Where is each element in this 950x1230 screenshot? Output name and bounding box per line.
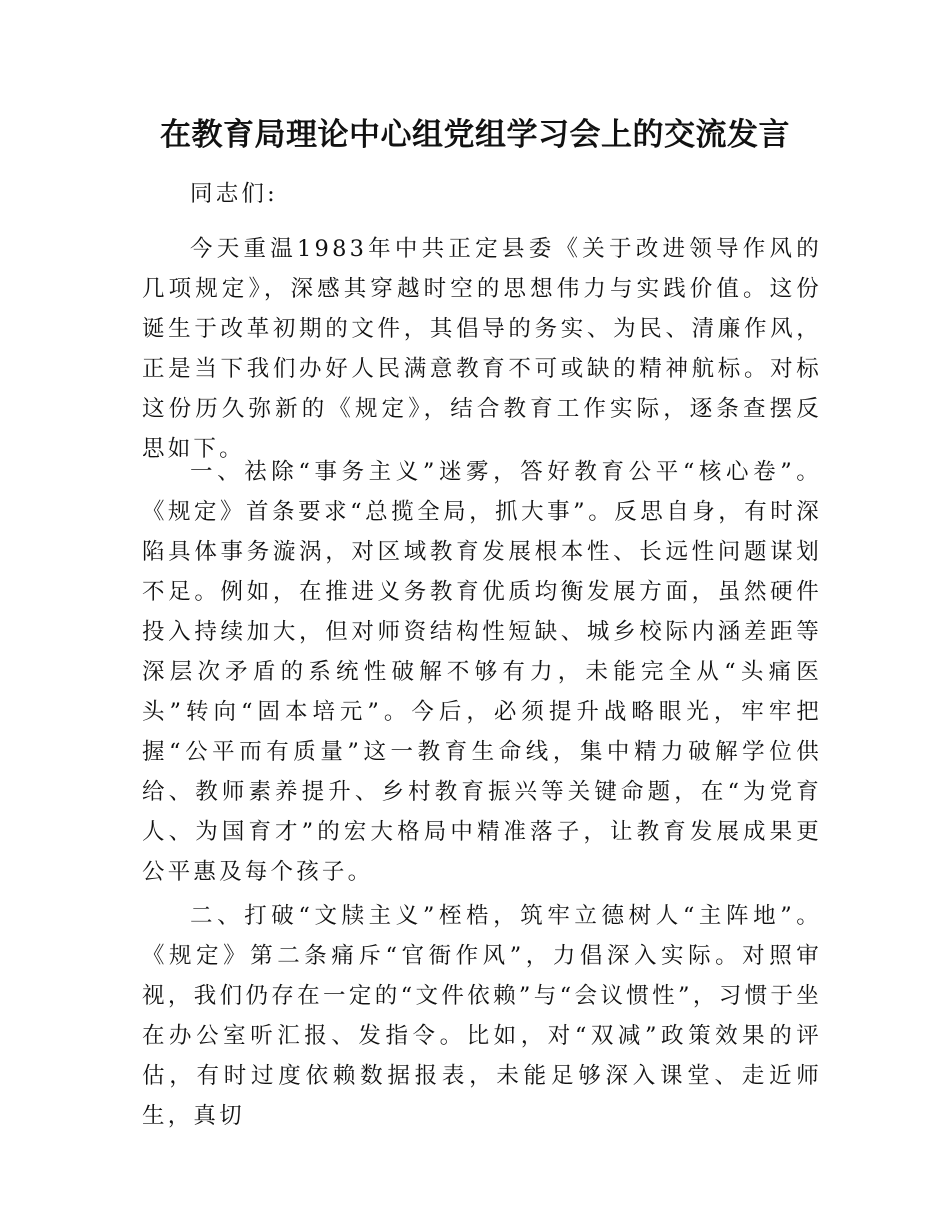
document-title: 在教育局理论中心组党组学习会上的交流发言 — [160, 117, 790, 153]
paragraph-intro: 今天重温1983年中共正定县委《关于改进领导作风的几项规定》，深感其穿越时空的思想伟力与实践价值。这份诞生于改革初期的文件，其倡导的务实、为民、清廉作风，正是当下我们办好人民满意教育不可或缺的精神航标。对标这份历久弥新的《规定》，结合教育工作实际，逐条查摆反思如下。 — [142, 236, 822, 462]
paragraph-section-two: 二、打破“文牍主义”桎梏，筑牢立德树人“主阵地”。《规定》第二条痛斥“官衙作风”，力倡深入实际。对照审视，我们仍存在一定的“文件依赖”与“会议惯性”，习惯于坐在办公室听汇报、发指令。比如，对“双减”政策效果的评估，有时过度依赖数据报表，未能足够深入课堂、走近师生，真切 — [142, 903, 822, 1129]
greeting: 同志们: — [190, 181, 278, 207]
paragraph-section-one: 一、祛除“事务主义”迷雾，答好教育公平“核心卷”。《规定》首条要求“总揽全局，抓大事”。反思自身，有时深陷具体事务漩涡，对区域教育发展根本性、长远性问题谋划不足。例如，在推进义务教育优质均衡发展方面，虽然硬件投入持续加大，但对师资结构性短缺、城乡校际内涵差距等深层次矛盾的系统性破解不够有力，未能完全从“头痛医头”转向“固本培元”。今后，必须提升战略眼光，牢牢把握“公平而有质量”这一教育生命线，集中精力破解学位供给、教师素养提升、乡村教育振兴等关键命题，在“为党育人、为国育才”的宏大格局中精准落子，让教育发展成果更公平惠及每个孩子。 — [142, 459, 822, 885]
